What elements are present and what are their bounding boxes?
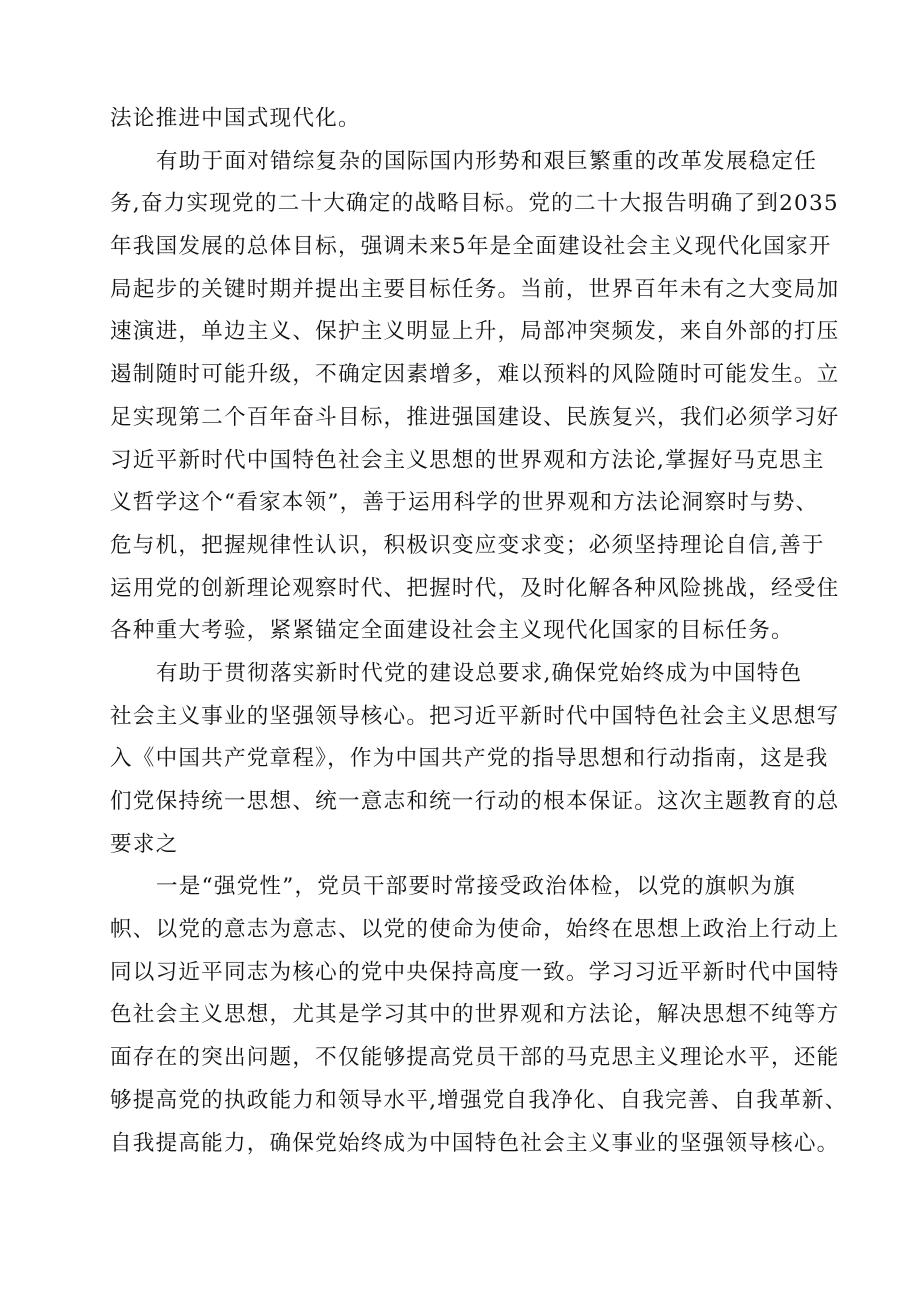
- paragraph-line: 社会主义事业的坚强领导核心。把习近平新时代中国特色社会主义思想写: [110, 703, 840, 729]
- paragraph-line: 要求之: [110, 831, 179, 857]
- paragraph-line: 同以习近平同志为核心的党中央保持高度一致。学习习近平新时代中国特: [110, 959, 840, 985]
- paragraph-line: 义哲学这个“看家本领”，善于运用科学的世界观和方法论洞察时与势、: [110, 490, 819, 516]
- paragraph-line: 们党保持统一思想、统一意志和统一行动的根本保证。这次主题教育的总: [110, 789, 840, 814]
- paragraph-line: 遏制随时可能升级，不确定因素增多，难以预料的风险随时可能发生。立: [110, 362, 840, 388]
- paragraph-line: 色社会主义思想，尤其是学习其中的世界观和方法论，解决思想不纯等方: [110, 1002, 840, 1028]
- paragraph-line: 速演进，单边主义、保护主义明显上升，局部冲突频发，来自外部的打压: [110, 319, 840, 345]
- paragraph-line: 习近平新时代中国特色社会主义思想的世界观和方法论,掌握好马克思主: [110, 447, 825, 473]
- paragraph-line: 足实现第二个百年奋斗目标，推进强国建设、民族复兴，我们必须学习好: [110, 404, 840, 430]
- paragraph-line: 够提高党的执政能力和领导水平,增强党自我净化、自我完善、自我革新、: [110, 1087, 848, 1113]
- paragraph-line: 危与机，把握规律性认识，积极识变应变求变；必须坚持理论自信,善于: [110, 532, 825, 558]
- paragraph-line: 自我提高能力，确保党始终成为中国特色社会主义事业的坚强领导核心。: [110, 1130, 840, 1156]
- paragraph-line: 法论推进中国式现代化。: [110, 106, 361, 131]
- document-body: [110, 98, 846, 1165]
- paragraph-line: 帜、以党的意志为意志、以党的使命为使命，始终在思想上政治上行动上: [110, 917, 840, 943]
- paragraph-line: 局起步的关键时期并提出主要目标任务。当前，世界百年未有之大变局加: [110, 276, 840, 302]
- paragraph-line: 有助于面对错综复杂的国际国内形势和艰巨繁重的改革发展稳定任: [156, 148, 818, 174]
- paragraph-line: 务,奋力实现党的二十大确定的战略目标。党的二十大报告明确了到2035: [110, 191, 839, 217]
- paragraph-line: 面存在的突出问题，不仅能够提高党员干部的马克思主义理论水平，还能: [110, 1045, 840, 1071]
- paragraph-line: 有助于贯彻落实新时代党的建设总要求,确保党始终成为中国特色: [156, 660, 803, 686]
- paragraph-line: 各种重大考验，紧紧锚定全面建设社会主义现代化国家的目标任务。: [110, 618, 794, 644]
- paragraph-line: 运用党的创新理论观察时代、把握时代，及时化解各种风险挑战，经受住: [110, 575, 840, 601]
- paragraph-line: 年我国发展的总体目标，强调未来5年是全面建设社会主义现代化国家开: [110, 234, 832, 260]
- paragraph-line: 入《中国共产党章程》，作为中国共产党的指导思想和行动指南，这是我: [110, 746, 829, 772]
- paragraph-line: 一是“强党性”，党员干部要时常接受政治体检，以党的旗帜为旗: [156, 874, 796, 900]
